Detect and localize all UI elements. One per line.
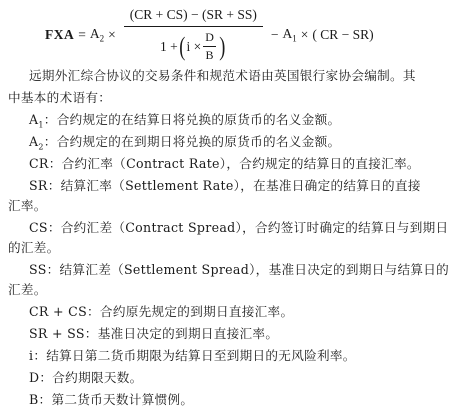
formula-tail: ( CR − SR) (312, 27, 374, 42)
formula-lhs: FXA (45, 27, 75, 42)
paragraph-intro-line-2: 中基本的术语有： (8, 90, 112, 105)
formula-denominator (160, 27, 227, 63)
den-one-plus: 1 + (160, 38, 178, 54)
term-sr-line-1: SR：结算汇率（Settlement Rate），在基准日确定的结算日的直接 (29, 178, 421, 193)
formula-times-2: × (300, 27, 309, 42)
term-ss-line-2: 汇差。 (8, 282, 47, 297)
den-D: D (205, 30, 214, 44)
term-sr-ss: SR + SS：基准日决定的到期日直接汇率。 (29, 326, 279, 341)
term-sr-line-2: 汇率。 (8, 198, 47, 213)
formula-equals: = (78, 27, 86, 42)
formula-minus: − (270, 27, 279, 42)
formula-a1: $A_1$ (282, 26, 297, 44)
term-a1-definition: ：合约规定的在结算日将兑换的原货币的名义金额。 (43, 112, 341, 127)
paragraph-intro-line-1: 远期外汇综合协议的交易条件和规范术语由英国银行家协会编制。其 (29, 68, 416, 83)
formula-times-1: × (108, 27, 116, 42)
term-a2-definition: ：合约规定的在到期日将兑换的原货币的名义金额。 (43, 134, 341, 149)
term-cr-cs: CR + CS：合约原先规定的到期日直接汇率。 (29, 304, 294, 319)
term-a2 (29, 134, 340, 156)
term-b: B：第二货币天数计算惯例。 (29, 392, 194, 407)
term-a1 (29, 112, 340, 134)
term-cr: CR：合约汇率（Contract Rate），合约规定的结算日的直接汇率。 (29, 156, 420, 171)
fxa-formula (45, 2, 374, 68)
term-cs-line-2: 的汇差。 (8, 240, 60, 255)
formula-a2: $A_2$ (89, 26, 105, 44)
den-i-times: i × (186, 38, 202, 54)
term-i: i：结算日第二货币期限为结算日至到期日的无风险利率。 (29, 348, 356, 363)
term-ss-line-1: SS：结算汇差（Settlement Spread），基准日决定的到期日与结算日的 (29, 262, 450, 277)
formula-numerator: (CR + CS) − (SR + SS) (129, 7, 257, 22)
term-a2-symbol: $A_2$ (29, 134, 44, 152)
right-paren: ) (219, 31, 226, 61)
left-paren: ( (179, 31, 186, 61)
term-a1-symbol: $A_1$ (29, 112, 44, 130)
d-over-b-fraction (203, 30, 216, 63)
term-d: D：合约期限天数。 (29, 370, 143, 385)
term-cs-line-1: CS：合约汇差（Contract Spread），合约签订时确定的结算日与到期日 (29, 220, 449, 235)
formula-main-fraction (124, 7, 263, 63)
den-B: B (205, 48, 214, 62)
